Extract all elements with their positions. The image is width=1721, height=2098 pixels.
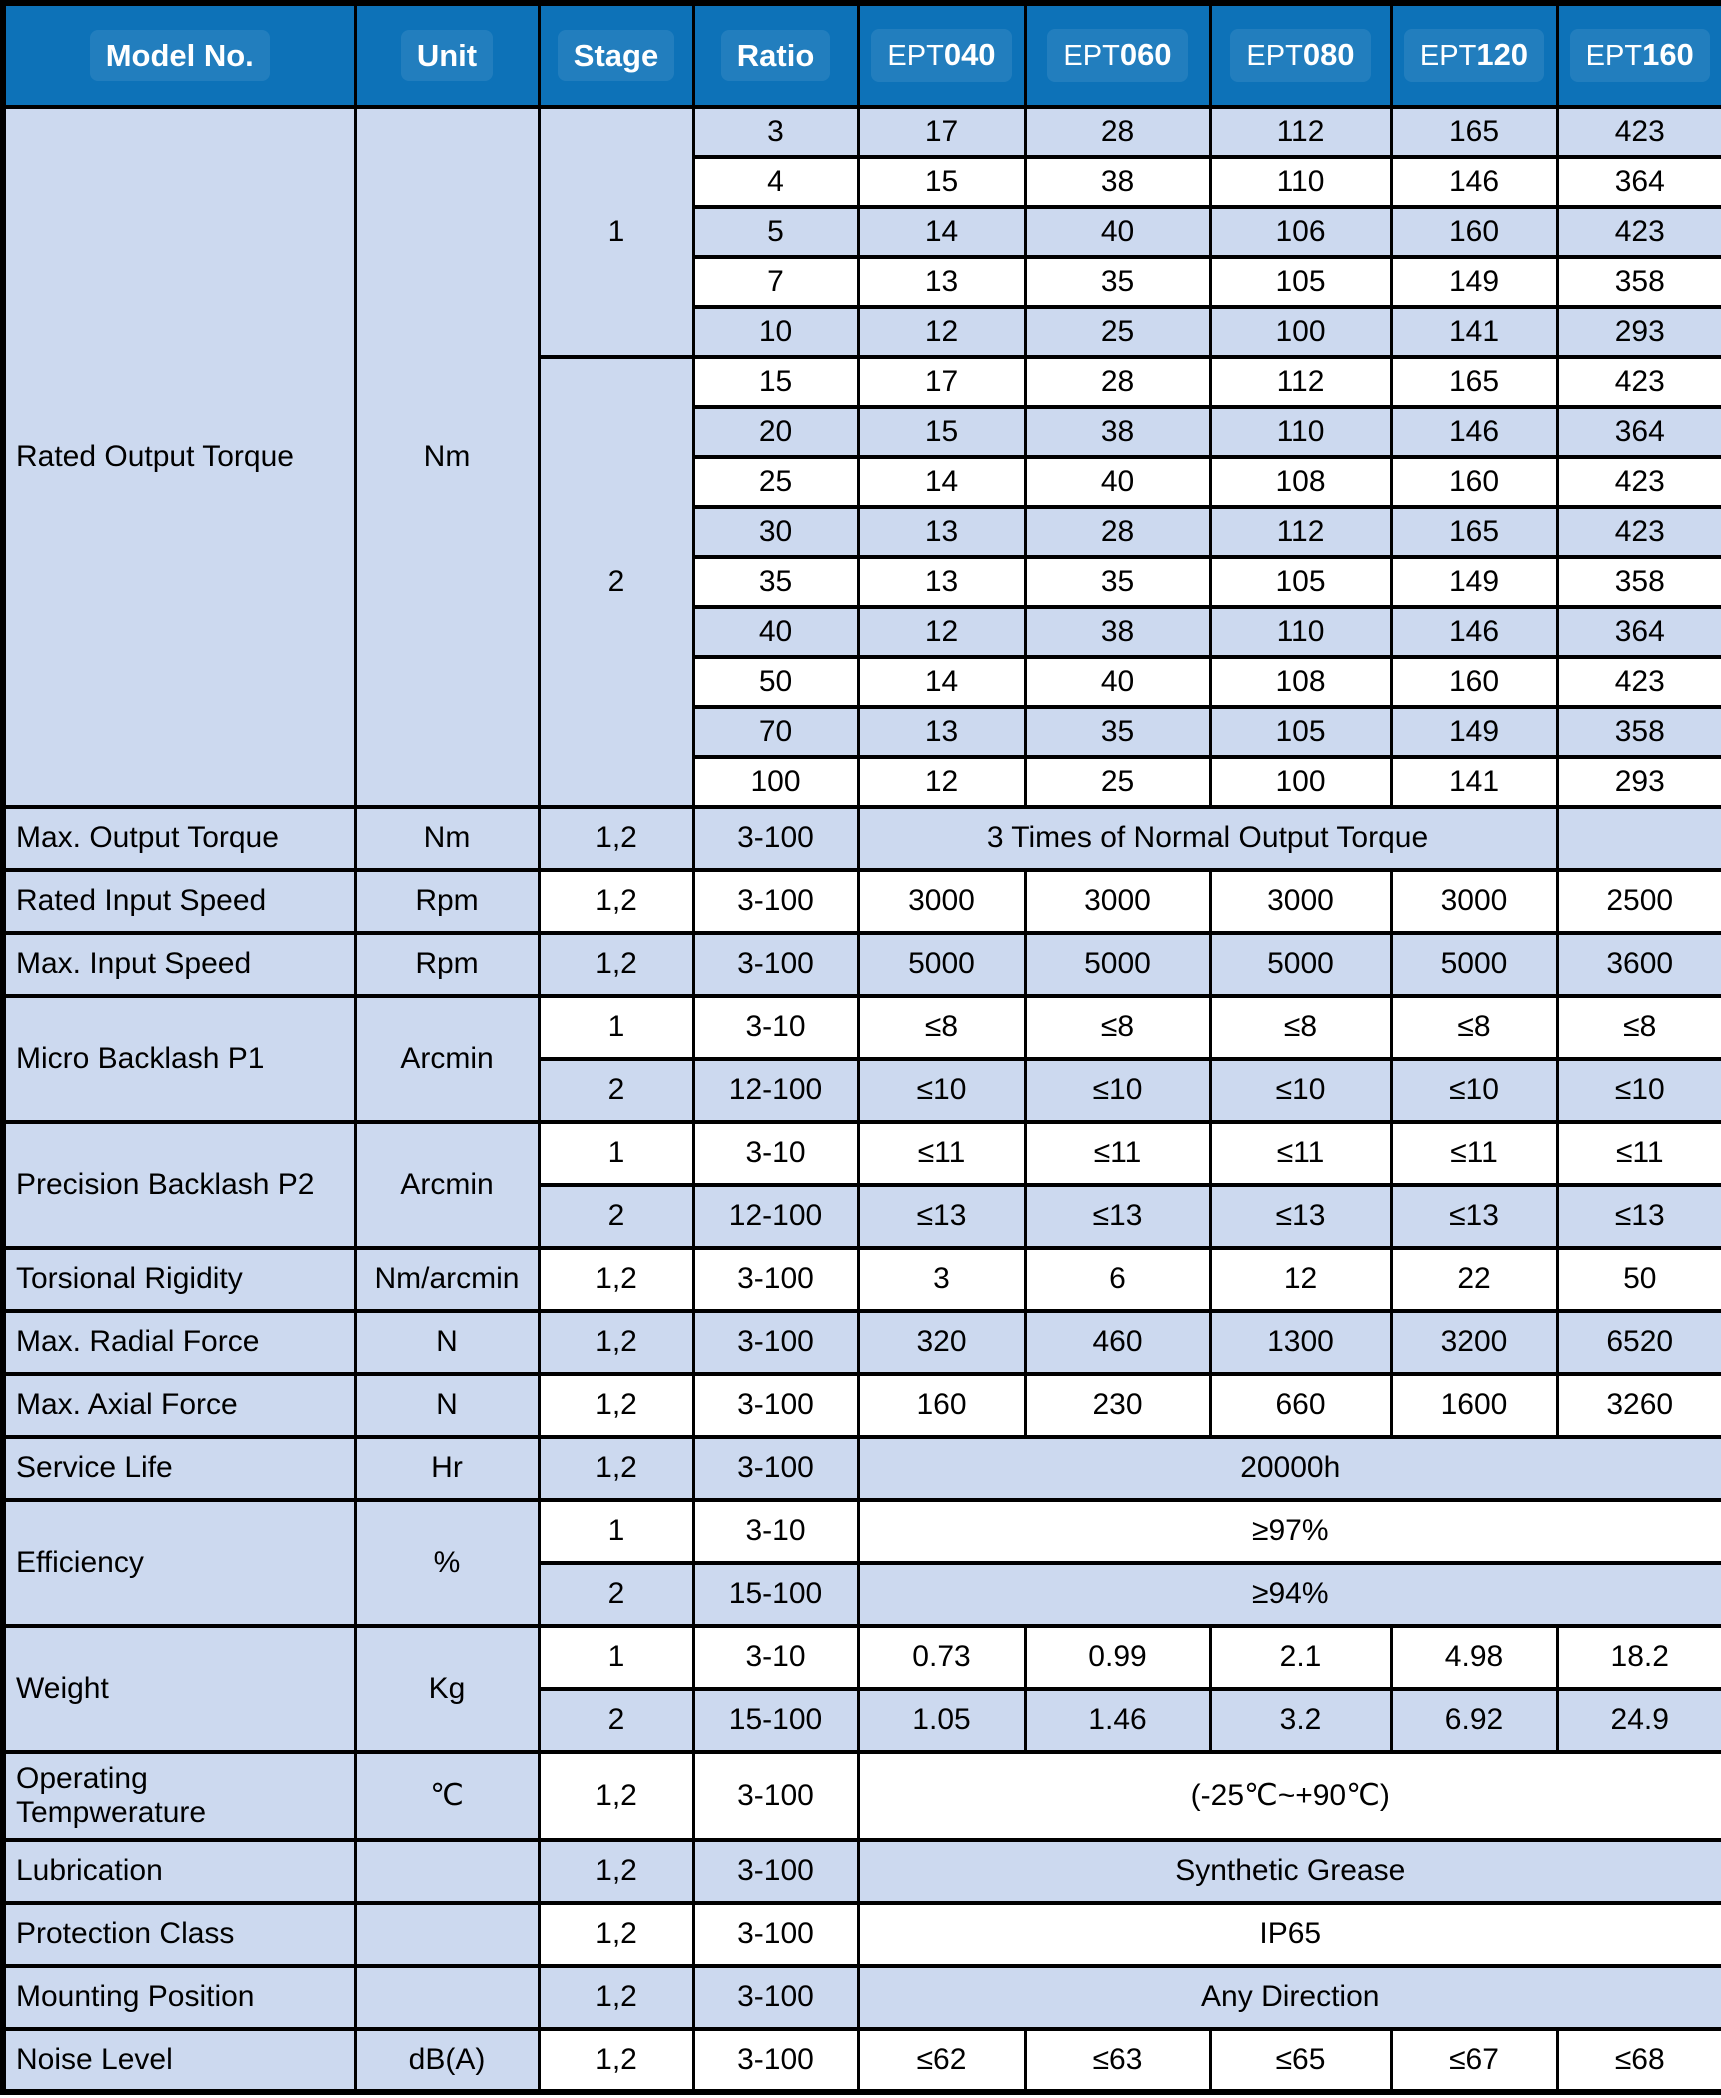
value-cell: 293 [1557,307,1721,357]
torque-row-ratio-3 [3,107,1721,157]
value-cell: 108 [1210,657,1391,707]
value-cell: ≤13 [1557,1185,1721,1248]
merged-value-cell: (-25℃~+90℃) [858,1752,1721,1840]
header-cell-ept060 [1025,3,1210,107]
unit-cell: Hr [355,1437,539,1500]
value-cell: 149 [1391,557,1557,607]
stage-cell: 1,2 [539,933,693,996]
value-cell: 28 [1025,357,1210,407]
value-cell: ≤10 [1025,1059,1210,1122]
value-cell: 1.05 [858,1689,1025,1752]
value-cell: 6.92 [1391,1689,1557,1752]
value-cell: 110 [1210,407,1391,457]
value-cell: 358 [1557,707,1721,757]
value-cell: 100 [1210,307,1391,357]
value-cell: 17 [858,357,1025,407]
value-cell: 25 [1025,307,1210,357]
value-cell: 13 [858,707,1025,757]
model-number: 080 [1302,37,1355,73]
header-label: Unit [401,30,493,82]
ratio-cell: 3 [693,107,858,157]
stage-cell: 1 [539,1626,693,1689]
model-prefix: EPT [1246,40,1303,73]
row-label: Lubrication [3,1840,355,1903]
ratio-cell: 25 [693,457,858,507]
value-cell: ≤62 [858,2029,1025,2092]
model-prefix: EPT [1419,40,1477,73]
ratio-cell: 12-100 [693,1059,858,1122]
value-cell: 364 [1557,157,1721,207]
value-cell: ≤8 [1391,996,1557,1059]
model-name [1570,29,1710,81]
header-label: Model No. [90,30,270,82]
value-cell: 106 [1210,207,1391,257]
header-row [3,3,1721,107]
row-precision-backlash-1 [3,1122,1721,1185]
value-cell: 28 [1025,507,1210,557]
unit-cell: Nm [355,107,539,807]
value-cell: 14 [858,457,1025,507]
value-cell: ≤8 [858,996,1025,1059]
unit-cell: N [355,1311,539,1374]
header-cell-ratio [693,3,858,107]
value-cell: 14 [858,207,1025,257]
value-cell: ≤67 [1391,2029,1557,2092]
unit-cell: Nm [355,807,539,870]
header-cell-unit [355,3,539,107]
value-cell: 149 [1391,257,1557,307]
value-cell: ≤8 [1210,996,1391,1059]
ratio-cell: 3-100 [693,1437,858,1500]
stage-cell: 1,2 [539,1437,693,1500]
value-cell: ≤10 [1557,1059,1721,1122]
value-cell: 165 [1391,107,1557,157]
unit-cell: Rpm [355,870,539,933]
value-cell: 12 [858,307,1025,357]
ratio-cell: 3-10 [693,1500,858,1563]
ratio-cell: 35 [693,557,858,607]
value-cell: 35 [1025,557,1210,607]
row-service-life [3,1437,1721,1500]
value-cell: 35 [1025,257,1210,307]
value-cell: 100 [1210,757,1391,807]
value-cell: ≤63 [1025,2029,1210,2092]
value-cell: 13 [858,557,1025,607]
row-max-axial-force [3,1374,1721,1437]
merged-value-cell: ≥97% [858,1500,1721,1563]
ratio-cell: 3-100 [693,1840,858,1903]
ratio-cell: 7 [693,257,858,307]
stage-cell: 1 [539,1122,693,1185]
ratio-cell: 15 [693,357,858,407]
row-noise-level [3,2029,1721,2092]
merged-value-cell: Any Direction [858,1966,1721,2029]
ratio-cell: 15-100 [693,1689,858,1752]
value-cell: 141 [1391,757,1557,807]
value-cell: 364 [1557,407,1721,457]
row-lubrication [3,1840,1721,1903]
value-cell: 364 [1557,607,1721,657]
value-cell: 1300 [1210,1311,1391,1374]
stage-cell: 1,2 [539,1752,693,1840]
value-cell: 38 [1025,607,1210,657]
stage1-cell: 1 [539,107,693,357]
unit-cell: Rpm [355,933,539,996]
model-number: 040 [943,37,996,73]
value-cell: 28 [1025,107,1210,157]
value-cell: 105 [1210,707,1391,757]
value-cell: 3200 [1391,1311,1557,1374]
value-cell: 423 [1557,207,1721,257]
row-label: Precision Backlash P2 [3,1122,355,1248]
label-line-2: Tempwerature [16,1796,207,1829]
value-cell: 3000 [1210,870,1391,933]
value-cell: 38 [1025,407,1210,457]
value-cell: 110 [1210,607,1391,657]
row-max-input-speed [3,933,1721,996]
value-cell: 160 [1391,657,1557,707]
model-name [871,29,1011,81]
ratio-cell: 4 [693,157,858,207]
value-cell: 112 [1210,507,1391,557]
row-label: Rated Input Speed [3,870,355,933]
header-label: Ratio [721,30,831,82]
value-cell: 22 [1391,1248,1557,1311]
ratio-cell: 3-100 [693,2029,858,2092]
value-cell: 35 [1025,707,1210,757]
stage2-cell: 2 [539,357,693,807]
value-cell: 25 [1025,757,1210,807]
value-cell: 15 [858,157,1025,207]
value-cell: 5000 [1210,933,1391,996]
value-cell: 165 [1391,507,1557,557]
merged-value-cell: 3 Times of Normal Output Torque [858,807,1557,870]
value-cell: 160 [858,1374,1025,1437]
stage-cell: 1,2 [539,1840,693,1903]
value-cell: 12 [1210,1248,1391,1311]
ratio-cell: 5 [693,207,858,257]
row-label: Service Life [3,1437,355,1500]
unit-cell: ℃ [355,1752,539,1840]
value-cell: 3260 [1557,1374,1721,1437]
row-rated-input-speed [3,870,1721,933]
value-cell: 105 [1210,557,1391,607]
row-label: Noise Level [3,2029,355,2092]
ratio-cell: 3-100 [693,1374,858,1437]
header-cell-stage [539,3,693,107]
stage-cell: 1 [539,1500,693,1563]
stage-cell: 1,2 [539,1374,693,1437]
row-label: Torsional Rigidity [3,1248,355,1311]
unit-cell [355,1840,539,1903]
stage-cell: 1,2 [539,1248,693,1311]
value-cell: 3.2 [1210,1689,1391,1752]
unit-cell: Kg [355,1626,539,1752]
model-number: 060 [1119,37,1172,73]
value-cell: 4.98 [1391,1626,1557,1689]
value-cell: 146 [1391,607,1557,657]
value-cell: 13 [858,257,1025,307]
label-line-1: Operating [16,1761,148,1795]
row-mounting-position [3,1966,1721,2029]
model-name [1230,29,1370,81]
ratio-cell: 30 [693,507,858,557]
merged-value-cell: ≥94% [858,1563,1721,1626]
model-name [1404,29,1544,81]
ratio-cell: 3-10 [693,1626,858,1689]
value-cell: 5000 [1391,933,1557,996]
ratio-cell: 3-100 [693,807,858,870]
value-cell: 423 [1557,357,1721,407]
value-cell: 6 [1025,1248,1210,1311]
ratio-cell: 3-100 [693,1903,858,1966]
value-cell: ≤13 [1391,1185,1557,1248]
ratio-cell: 70 [693,707,858,757]
value-cell: 165 [1391,357,1557,407]
value-cell: 460 [1025,1311,1210,1374]
value-cell: 24.9 [1557,1689,1721,1752]
row-max-output-torque [3,807,1721,870]
value-cell: 5000 [1025,933,1210,996]
ratio-cell: 3-100 [693,1966,858,2029]
ratio-cell: 3-100 [693,1311,858,1374]
value-cell: 12 [858,757,1025,807]
value-cell: 423 [1557,107,1721,157]
value-cell: 3600 [1557,933,1721,996]
value-cell: ≤11 [1557,1122,1721,1185]
merged-value-cell: Synthetic Grease [858,1840,1721,1903]
stage-cell: 2 [539,1059,693,1122]
value-cell: 105 [1210,257,1391,307]
value-cell: 1.46 [1025,1689,1210,1752]
row-weight-1 [3,1626,1721,1689]
value-cell: 230 [1025,1374,1210,1437]
value-cell: 17 [858,107,1025,157]
value-cell: 160 [1391,457,1557,507]
value-cell: 15 [858,407,1025,457]
ratio-cell: 3-100 [693,1752,858,1840]
model-prefix: EPT [1585,40,1643,73]
stage-cell: 2 [539,1689,693,1752]
row-label: Mounting Position [3,1966,355,2029]
ratio-cell: 3-100 [693,1248,858,1311]
ratio-cell: 50 [693,657,858,707]
value-cell: 3000 [1391,870,1557,933]
header-cell-model-no [3,3,355,107]
value-cell: 112 [1210,107,1391,157]
value-cell: ≤10 [1391,1059,1557,1122]
value-cell: 5000 [858,933,1025,996]
value-cell: 18.2 [1557,1626,1721,1689]
ratio-cell: 3-10 [693,996,858,1059]
value-cell: 1600 [1391,1374,1557,1437]
row-label: Micro Backlash P1 [3,996,355,1122]
value-cell: 110 [1210,157,1391,207]
value-cell: 40 [1025,207,1210,257]
value-cell: 358 [1557,557,1721,607]
row-protection-class [3,1903,1721,1966]
value-cell: 0.73 [858,1626,1025,1689]
value-cell: 149 [1391,707,1557,757]
stage-cell: 1,2 [539,1311,693,1374]
value-cell: ≤10 [858,1059,1025,1122]
unit-cell: Arcmin [355,996,539,1122]
row-max-radial-force [3,1311,1721,1374]
ratio-cell: 3-10 [693,1122,858,1185]
value-cell: 423 [1557,457,1721,507]
ratio-cell: 100 [693,757,858,807]
stage-cell: 2 [539,1185,693,1248]
header-label: Stage [558,30,674,82]
value-cell: 13 [858,507,1025,557]
value-cell: ≤13 [1025,1185,1210,1248]
value-cell: 293 [1557,757,1721,807]
ratio-cell: 10 [693,307,858,357]
header-cell-ept120 [1391,3,1557,107]
value-cell: ≤13 [1210,1185,1391,1248]
ratio-cell: 20 [693,407,858,457]
header-cell-ept040 [858,3,1025,107]
merged-value-cell: IP65 [858,1903,1721,1966]
stage-cell: 1,2 [539,2029,693,2092]
header-cell-ept080 [1210,3,1391,107]
row-label: Max. Output Torque [3,807,355,870]
model-number: 120 [1476,37,1529,73]
row-operating-temperature [3,1752,1721,1840]
stage-cell: 1,2 [539,870,693,933]
value-cell: 423 [1557,507,1721,557]
value-cell: 160 [1391,207,1557,257]
stage-cell: 1 [539,996,693,1059]
header-cell-ept160 [1557,3,1721,107]
unit-cell: % [355,1500,539,1626]
unit-cell: Arcmin [355,1122,539,1248]
value-cell: 40 [1025,657,1210,707]
value-cell: 38 [1025,157,1210,207]
value-cell: ≤11 [1391,1122,1557,1185]
value-cell: 2500 [1557,870,1721,933]
ratio-cell: 3-100 [693,933,858,996]
value-cell: 6520 [1557,1311,1721,1374]
row-label: Max. Axial Force [3,1374,355,1437]
unit-cell [355,1903,539,1966]
value-cell: 108 [1210,457,1391,507]
ratio-cell: 15-100 [693,1563,858,1626]
value-cell: ≤10 [1210,1059,1391,1122]
value-cell: 320 [858,1311,1025,1374]
value-cell: 3000 [858,870,1025,933]
model-number: 160 [1642,37,1694,73]
row-label: Max. Radial Force [3,1311,355,1374]
value-cell: 112 [1210,357,1391,407]
value-cell: 14 [858,657,1025,707]
unit-cell: N [355,1374,539,1437]
value-cell: 660 [1210,1374,1391,1437]
value-cell: 146 [1391,157,1557,207]
row-label: Weight [3,1626,355,1752]
value-cell: 3 [858,1248,1025,1311]
ratio-cell: 3-100 [693,870,858,933]
value-cell: 0.99 [1025,1626,1210,1689]
value-cell: 12 [858,607,1025,657]
value-cell: ≤11 [1025,1122,1210,1185]
row-label-rated-output-torque: Rated Output Torque [3,107,355,807]
value-cell: ≤13 [858,1185,1025,1248]
stage-cell: 1,2 [539,1966,693,2029]
model-name [1047,29,1187,81]
unit-cell: Nm/arcmin [355,1248,539,1311]
value-cell: ≤11 [1210,1122,1391,1185]
row-torsional-rigidity [3,1248,1721,1311]
value-cell: ≤68 [1557,2029,1721,2092]
model-prefix: EPT [887,40,944,73]
value-cell: 2.1 [1210,1626,1391,1689]
value-cell: 40 [1025,457,1210,507]
value-cell: 358 [1557,257,1721,307]
value-cell: 146 [1391,407,1557,457]
value-cell: 141 [1391,307,1557,357]
unit-cell [355,1966,539,2029]
value-cell: 423 [1557,657,1721,707]
unit-cell: dB(A) [355,2029,539,2092]
ratio-cell: 40 [693,607,858,657]
merged-value-cell: 20000h [858,1437,1721,1500]
ratio-cell: 12-100 [693,1185,858,1248]
value-cell: ≤65 [1210,2029,1391,2092]
row-label [3,1752,355,1840]
stage-cell: 1,2 [539,1903,693,1966]
row-label: Efficiency [3,1500,355,1626]
value-cell: 3000 [1025,870,1210,933]
row-micro-backlash-1 [3,996,1721,1059]
value-cell: 50 [1557,1248,1721,1311]
model-prefix: EPT [1063,40,1120,73]
row-label: Max. Input Speed [3,933,355,996]
stage-cell: 2 [539,1563,693,1626]
empty-cell [1557,807,1721,870]
stage-cell: 1,2 [539,807,693,870]
row-label: Protection Class [3,1903,355,1966]
value-cell: ≤8 [1025,996,1210,1059]
row-efficiency-1 [3,1500,1721,1563]
value-cell: ≤11 [858,1122,1025,1185]
value-cell: ≤8 [1557,996,1721,1059]
